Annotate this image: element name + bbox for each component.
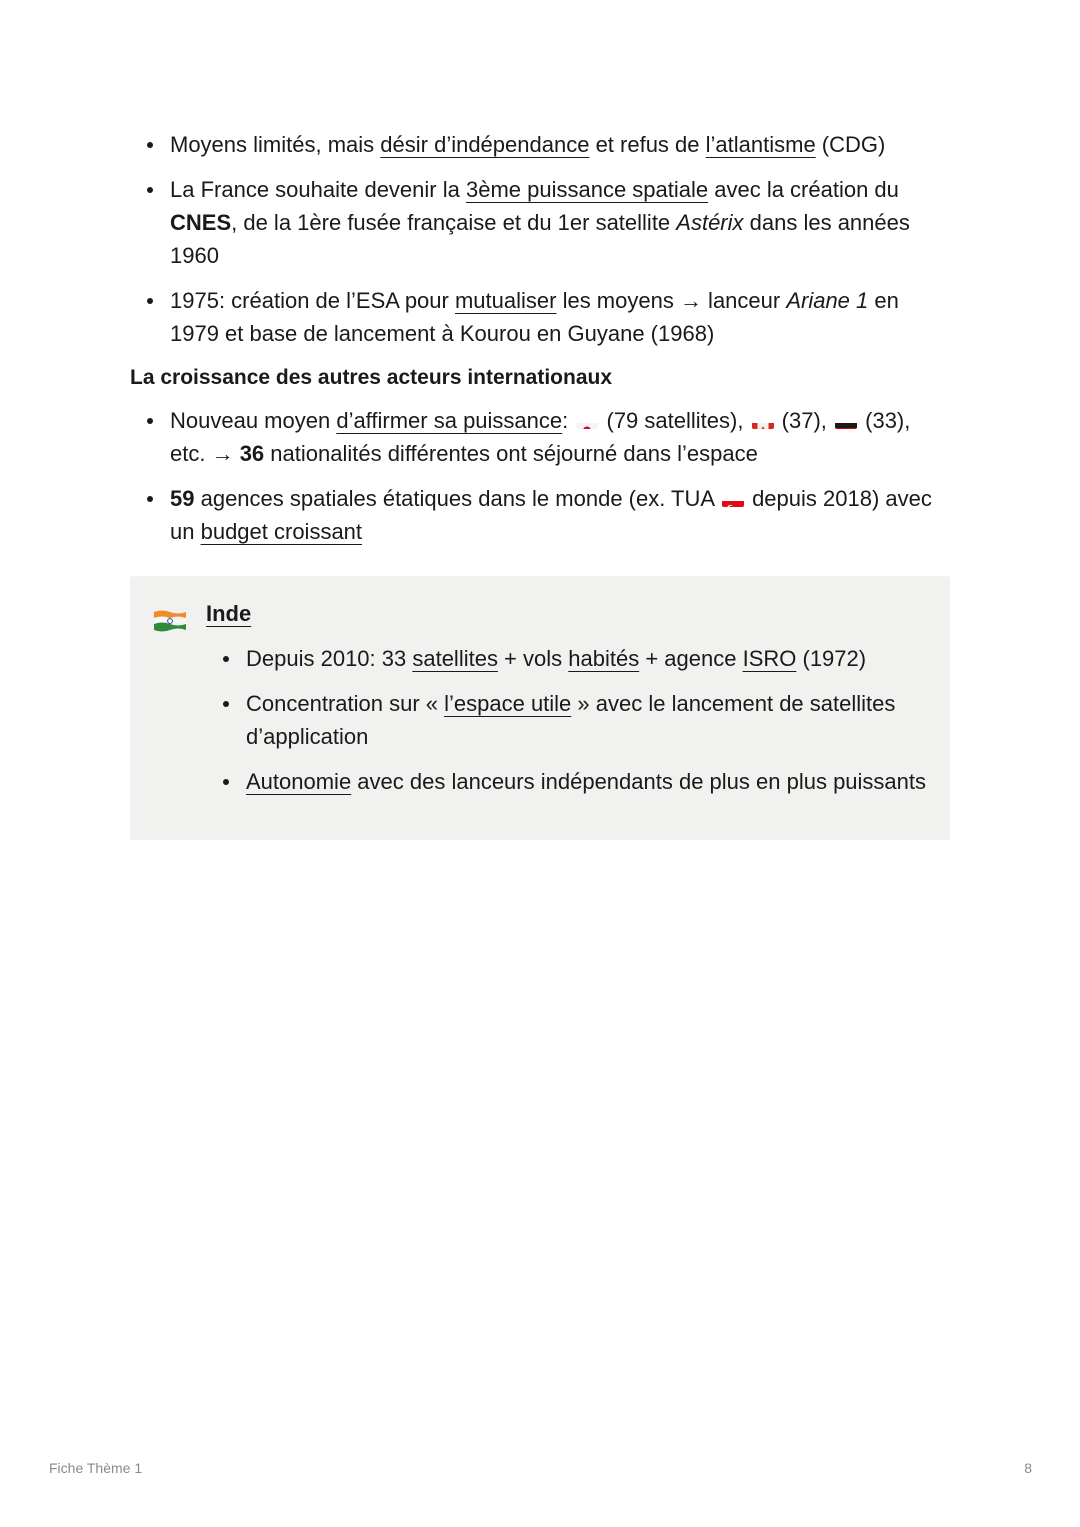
list-item: Autonomie avec des lanceurs indépendants de plus en plus puissants	[246, 765, 930, 798]
underlined-term: 3ème puissance spatiale	[465, 177, 709, 202]
germany-flag-icon	[835, 414, 857, 429]
japan-flag-icon	[576, 414, 598, 429]
turkey-flag-icon	[722, 492, 744, 507]
underlined-term: l’espace utile	[444, 691, 572, 716]
underlined-term: désir d’indépendance	[380, 132, 590, 157]
callout-box	[130, 576, 950, 840]
list-item: Concentration sur « l’espace utile » avec le lancement de satellites d’application	[246, 687, 930, 753]
list-item: 59 agences spatiales étatiques dans le monde (ex. TUA depuis 2018) avec un budget croissant	[170, 482, 950, 548]
underlined-term: mutualiser	[454, 288, 557, 313]
underlined-term: l’atlantisme	[705, 132, 816, 157]
callout-title: Inde	[206, 601, 252, 626]
underlined-term: ISRO	[742, 646, 797, 671]
section-heading: La croissance des autres acteurs internationaux	[130, 366, 613, 389]
footer-document-title: Fiche Thème 1	[49, 1460, 143, 1476]
list-item: 1975: création de l’ESA pour mutualiser les moyens → lanceur Ariane 1 en 1979 et base de lancement à Kourou en Guyane (1968)	[170, 284, 950, 350]
footer-page-number: 8	[1024, 1460, 1032, 1476]
bold-term: 59	[170, 486, 195, 511]
underlined-term: satellites	[412, 646, 498, 671]
bold-term: 36	[239, 441, 265, 466]
list-item: Depuis 2010: 33 satellites + vols habités + agence ISRO (1972)	[246, 642, 930, 675]
callout-bullet-list	[206, 642, 930, 798]
underlined-term: budget croissant	[200, 519, 363, 544]
italic-term: Astérix	[676, 210, 744, 235]
callout-body	[206, 598, 930, 810]
bullet-list-international	[130, 404, 950, 548]
list-item: Nouveau moyen d’affirmer sa puissance: (79 satellites), (37), (33), etc. → 36 nationalités différentes ont séjourné dans l’espace	[170, 404, 950, 470]
bullet-list-europe	[130, 128, 950, 350]
list-item: Moyens limités, mais désir d’indépendance et refus de l’atlantisme (CDG)	[170, 128, 950, 161]
underlined-term: habités	[568, 646, 640, 671]
italic-term: Ariane 1	[786, 288, 869, 313]
bold-term: CNES	[170, 210, 232, 235]
page-content	[130, 128, 950, 840]
india-flag-icon	[152, 608, 188, 634]
canada-flag-icon	[752, 414, 774, 429]
underlined-term: Autonomie	[246, 769, 352, 794]
list-item: La France souhaite devenir la 3ème puissance spatiale avec la création du CNES, de la 1ère fusée française et du 1er satellite Astérix dans les années 1960	[170, 173, 950, 272]
underlined-term: d’affirmer sa puissance	[336, 408, 563, 433]
